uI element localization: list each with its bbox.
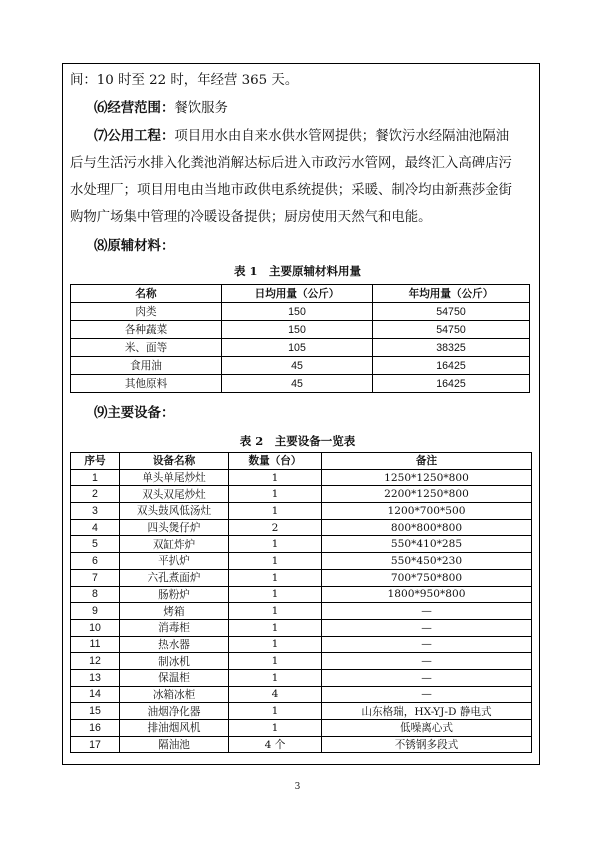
table-cell: 1 [229, 503, 322, 520]
table-cell: 1 [229, 703, 322, 720]
scope-heading: ⑹经营范围： [94, 100, 175, 116]
table-cell: 4 个 [229, 736, 322, 753]
table-row [71, 603, 532, 620]
table-cell: 10 [71, 619, 120, 636]
table-row [71, 469, 532, 486]
table-row [71, 619, 532, 636]
table-cell: 550*410*285 [322, 536, 532, 553]
column-header: 数量（台） [229, 453, 322, 470]
table-row [71, 553, 532, 570]
table-cell: 17 [71, 736, 120, 753]
table-cell: 六孔煮面炉 [120, 569, 229, 586]
table-cell: 700*750*800 [322, 569, 532, 586]
table-cell: 各种蔬菜 [71, 321, 222, 339]
table-cell: 米、面等 [71, 339, 222, 357]
table-cell: 3 [71, 503, 120, 520]
table-cell: 肠粉炉 [120, 586, 229, 603]
table-cell: — [322, 669, 532, 686]
scope-text: 餐饮服务 [174, 101, 228, 116]
table-cell: 1 [229, 653, 322, 670]
table-cell: 双头双尾炒灶 [120, 486, 229, 503]
table-cell: 45 [222, 375, 373, 393]
table-row [71, 569, 532, 586]
table-cell: 5 [71, 536, 120, 553]
table-cell: 1 [229, 553, 322, 570]
table-row [71, 686, 532, 703]
column-header: 设备名称 [120, 453, 229, 470]
table-cell: 烤箱 [120, 603, 229, 620]
table-cell: 食用油 [71, 357, 222, 375]
table-cell: 6 [71, 553, 120, 570]
column-header: 序号 [71, 453, 120, 470]
table-cell: 热水器 [120, 636, 229, 653]
table-row [71, 357, 530, 375]
table-cell: 550*450*230 [322, 553, 532, 570]
column-header: 名称 [71, 285, 222, 303]
table-cell: 1 [229, 603, 322, 620]
table-row [71, 303, 530, 321]
table-row [71, 503, 532, 520]
table-cell: 105 [222, 339, 373, 357]
table-cell: 油烟净化器 [120, 703, 229, 720]
table-cell: 16425 [373, 375, 530, 393]
table-cell: 1 [229, 536, 322, 553]
table-cell: 其他原料 [71, 375, 222, 393]
column-header: 日均用量（公斤） [222, 285, 373, 303]
utilities-line-4: 购物广场集中管理的冷暖设备提供；厨房使用天然气和电能。 [70, 210, 432, 225]
table-row [71, 339, 530, 357]
table-cell: 38325 [373, 339, 530, 357]
table-cell: — [322, 653, 532, 670]
table-cell: 1 [229, 586, 322, 603]
column-header: 备注 [322, 453, 532, 470]
table-cell: 制冰机 [120, 653, 229, 670]
table-cell: 2 [229, 519, 322, 536]
table-cell: 9 [71, 603, 120, 620]
column-header: 年均用量（公斤） [373, 285, 530, 303]
table-row [71, 669, 532, 686]
table-row [71, 653, 532, 670]
table-cell: 冰箱冰柜 [120, 686, 229, 703]
table-header-row [71, 453, 532, 470]
table-cell: 1200*700*500 [322, 503, 532, 520]
table-cell: 13 [71, 669, 120, 686]
table-cell: 4 [71, 519, 120, 536]
table-cell: 4 [229, 686, 322, 703]
table1-caption: 表 1 主要原辅材料用量 [233, 264, 361, 278]
table-cell: 1 [229, 619, 322, 636]
table-cell: 1 [229, 569, 322, 586]
table-cell: 消毒柜 [120, 619, 229, 636]
table-row [71, 720, 532, 737]
utilities-heading: ⑺公用工程： [94, 128, 175, 144]
table-cell: 肉类 [71, 303, 222, 321]
table-row [71, 375, 530, 393]
table-cell: — [322, 619, 532, 636]
table-cell: 16425 [373, 357, 530, 375]
table-row [71, 321, 530, 339]
table-cell: — [322, 603, 532, 620]
table-cell: 12 [71, 653, 120, 670]
equipment-heading: ⑼主要设备： [94, 405, 175, 421]
table-row [71, 636, 532, 653]
table-cell: 150 [222, 303, 373, 321]
table-cell: 1 [229, 720, 322, 737]
table-cell: 1 [229, 469, 322, 486]
table-cell: 平扒炉 [120, 553, 229, 570]
table-cell: 150 [222, 321, 373, 339]
table-row [71, 703, 532, 720]
table-cell: 15 [71, 703, 120, 720]
table-row [71, 519, 532, 536]
table-cell: 54750 [373, 321, 530, 339]
table-cell: 2200*1250*800 [322, 486, 532, 503]
table-row [71, 586, 532, 603]
table-cell: 单头单尾炒灶 [120, 469, 229, 486]
table-cell: 四头煲仔炉 [120, 519, 229, 536]
table-cell: 不锈钢多段式 [322, 736, 532, 753]
table-cell: 16 [71, 720, 120, 737]
equipment-table [70, 452, 532, 753]
table-cell: 双缸炸炉 [120, 536, 229, 553]
page-number: 3 [294, 782, 301, 792]
table-cell: 隔油池 [120, 736, 229, 753]
materials-heading: ⑻原辅材料： [94, 238, 175, 254]
table-cell: 保温柜 [120, 669, 229, 686]
table-header-row [71, 285, 530, 303]
table-row [71, 536, 532, 553]
table-row [71, 736, 532, 753]
operating-hours-line: 间：10 时至 22 时，年经营 365 天。 [70, 73, 299, 88]
table-cell: 54750 [373, 303, 530, 321]
table-row [71, 486, 532, 503]
table-cell: 14 [71, 686, 120, 703]
scope-paragraph [70, 97, 532, 120]
table-cell: 1 [71, 469, 120, 486]
table-cell: 45 [222, 357, 373, 375]
table-cell: 11 [71, 636, 120, 653]
table-cell: 低噪离心式 [322, 720, 532, 737]
table-cell: 1800*950*800 [322, 586, 532, 603]
table-cell: — [322, 636, 532, 653]
table-cell: 1 [229, 486, 322, 503]
table-cell: 排油烟风机 [120, 720, 229, 737]
utilities-paragraph [70, 125, 532, 229]
table-cell: 800*800*800 [322, 519, 532, 536]
table-cell: 山东格瑞，HX-YJ-D 静电式 [322, 703, 532, 720]
table-cell: 7 [71, 569, 120, 586]
table-cell: 1250*1250*800 [322, 469, 532, 486]
table-cell: 1 [229, 636, 322, 653]
utilities-line-2: 后与生活污水排入化粪池消解达标后进入市政污水管网，最终汇入高碑店污 [70, 156, 512, 171]
table-cell: 1 [229, 669, 322, 686]
table-cell: — [322, 686, 532, 703]
table-cell: 双头鼓风低汤灶 [120, 503, 229, 520]
utilities-line-3: 水处理厂；项目用电由当地市政供电系统提供；采暖、制冷均由新燕莎金街 [70, 183, 512, 198]
table2-caption: 表 2 主要设备一览表 [239, 434, 356, 448]
utilities-line-1: 项目用水由自来水供水管网提供；餐饮污水经隔油池隔油 [174, 129, 510, 144]
table-cell: 2 [71, 486, 120, 503]
table-cell: 8 [71, 586, 120, 603]
materials-table [70, 284, 530, 393]
